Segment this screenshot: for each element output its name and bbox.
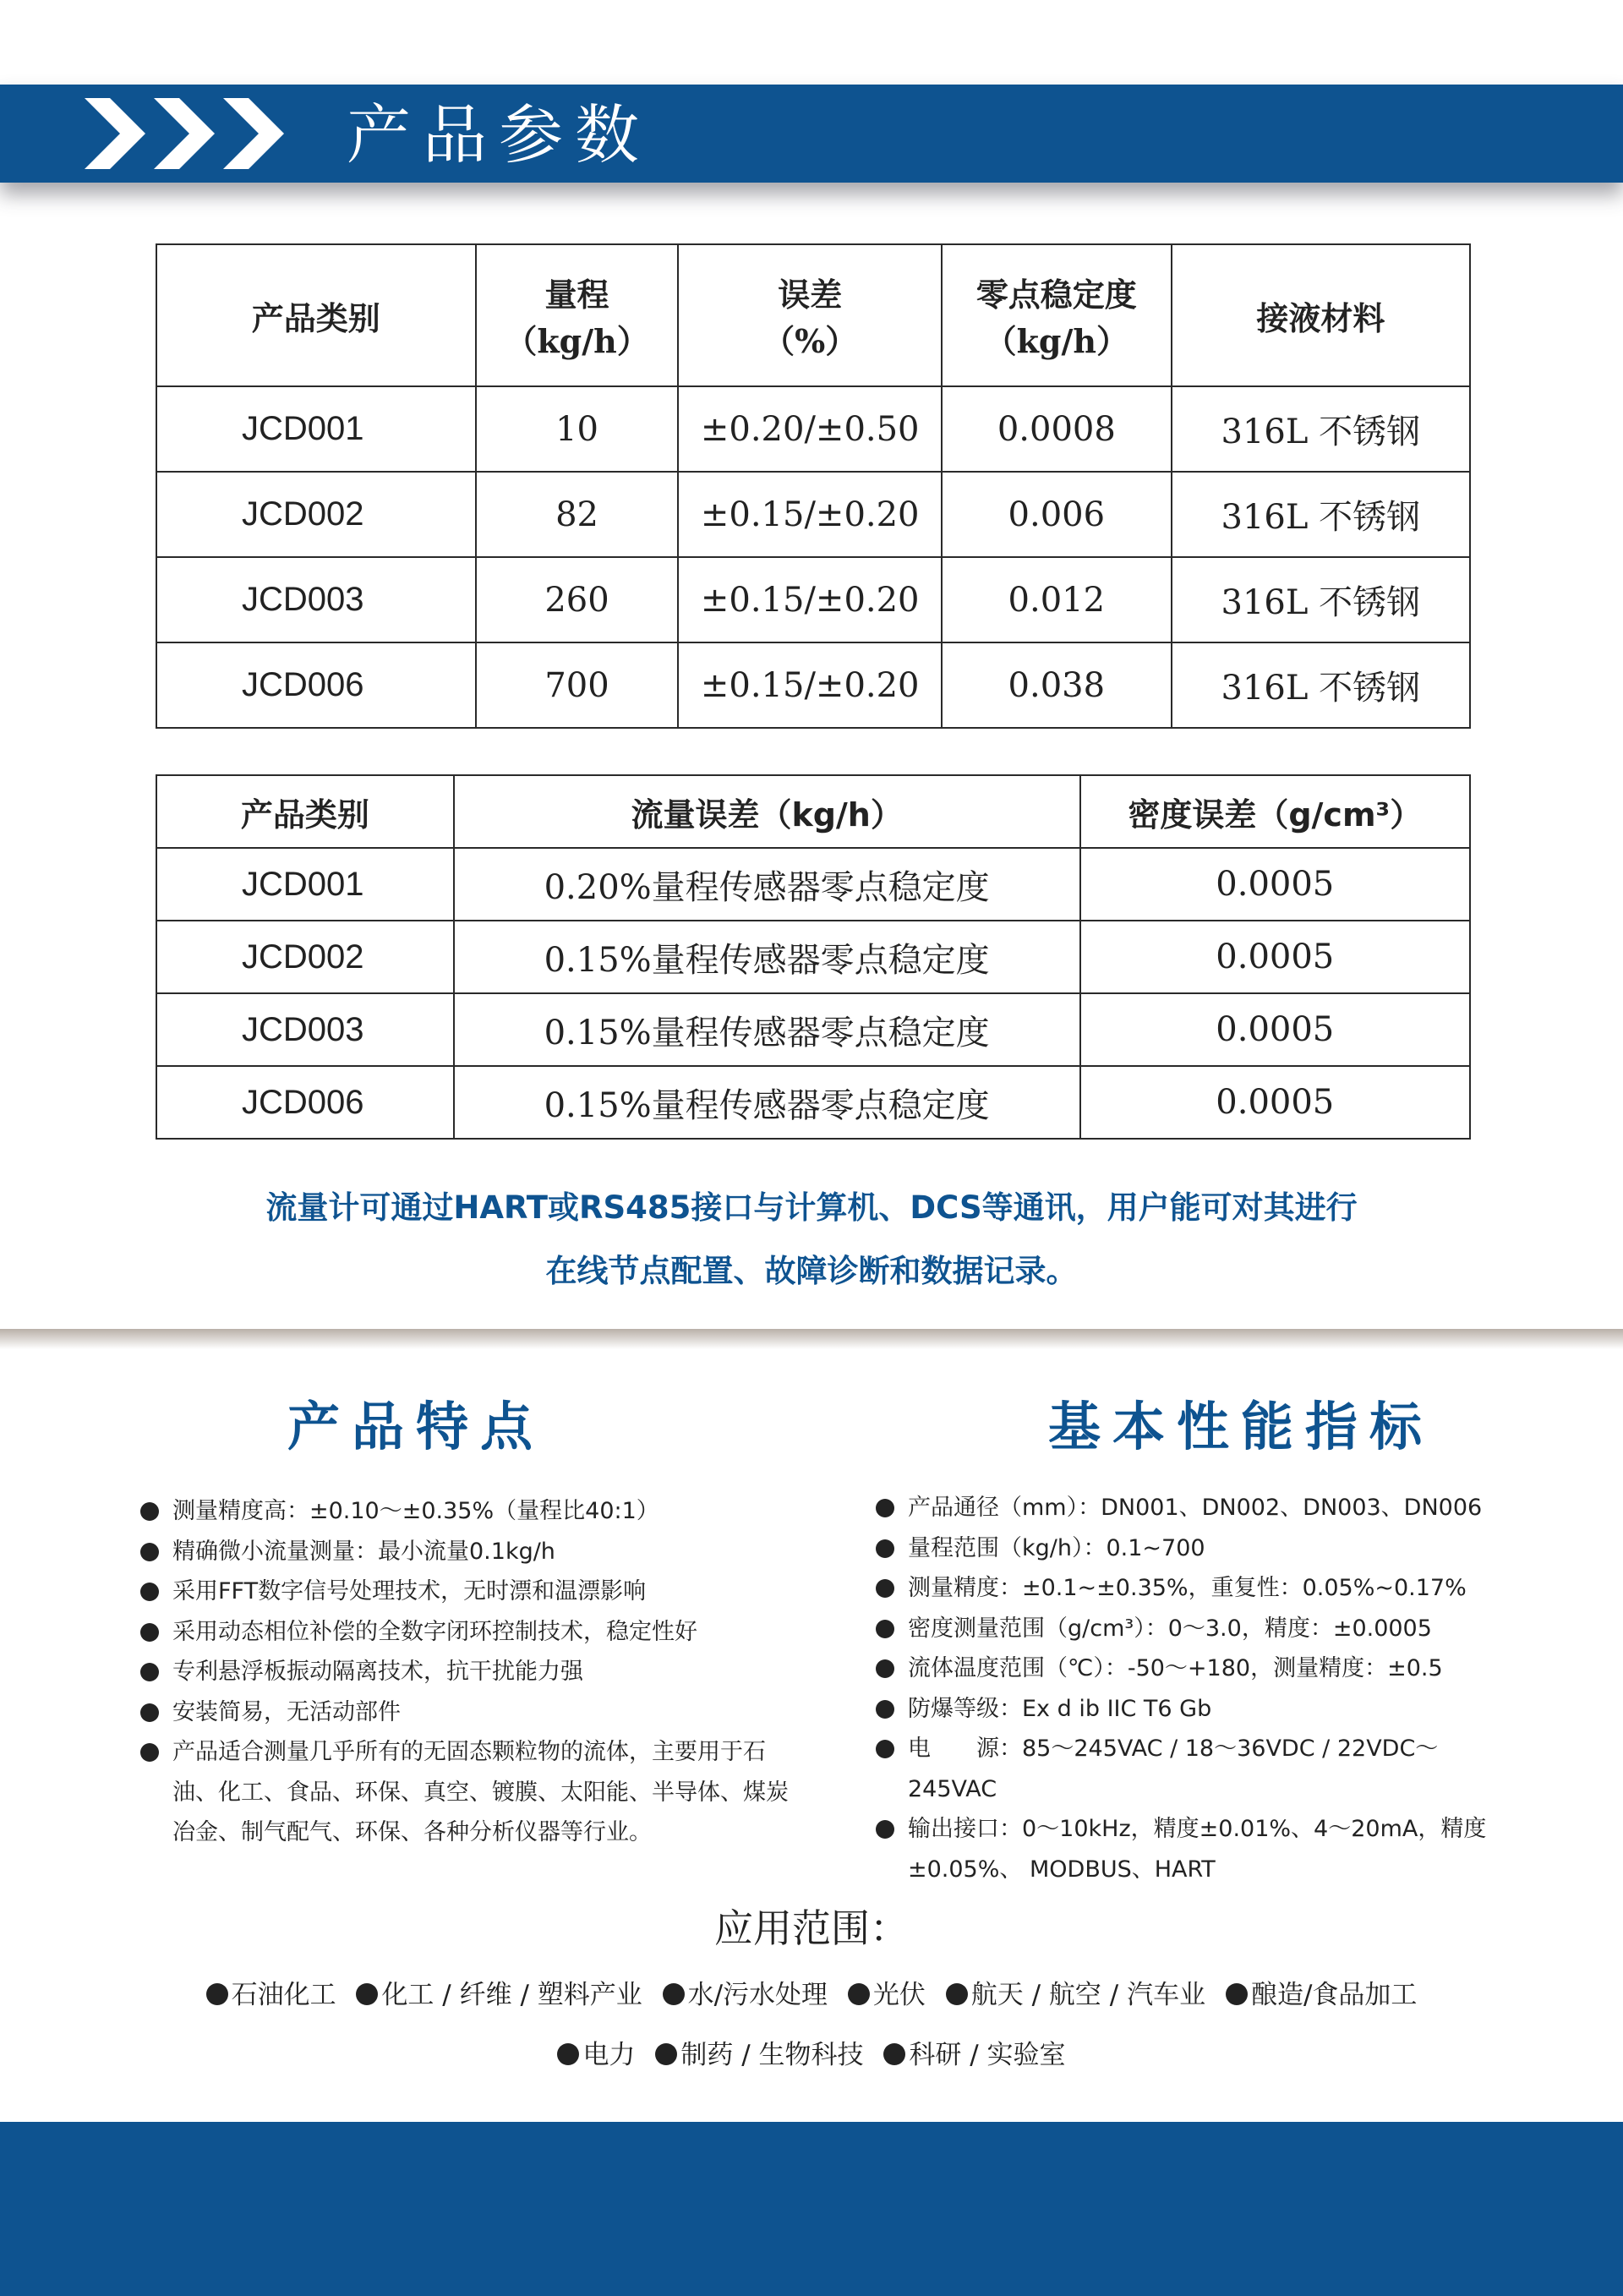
bullet-icon <box>140 1583 159 1601</box>
list-item: 产品适合测量几乎所有的无固态颗粒物的流体，主要用于石油、化工、食品、环保、真空、镀膜、太阳能、半导体、煤炭冶金、制气配气、环保、各种分析仪器等行业。 <box>140 1732 791 1853</box>
applications-line1 <box>0 1973 1623 2011</box>
list-item: 量程范围（kg/h）：0.1~700 <box>876 1528 1518 1569</box>
table-header-row <box>156 244 1470 386</box>
features-list <box>140 1491 791 1853</box>
cell-density-error: 0.0005 <box>1080 848 1470 921</box>
list-item: 产品通径（mm）：DN001、DN002、DN003、DN006 <box>876 1488 1518 1528</box>
table-row <box>156 642 1470 728</box>
bullet-icon <box>876 1740 894 1758</box>
application-item: 制药 / 生物科技 <box>655 2033 863 2071</box>
cell-model: JCD003 <box>156 993 454 1066</box>
header-banner <box>0 85 1623 183</box>
features-title: 产品特点 <box>287 1396 545 1457</box>
application-item: 电力 <box>557 2033 635 2071</box>
cell-material: 316L 不锈钢 <box>1172 557 1470 642</box>
header-cell: 量程 （kg/h） <box>476 244 679 386</box>
cell-range: 10 <box>476 386 679 472</box>
bullet-icon <box>876 1700 894 1719</box>
table-row <box>156 921 1470 993</box>
bullet-icon <box>876 1620 894 1638</box>
page-title: 产品参数 <box>347 97 651 172</box>
section-divider <box>0 1329 1623 1349</box>
bullet-icon <box>876 1499 894 1517</box>
application-item: 水/污水处理 <box>663 1973 828 2011</box>
list-item: 流体温度范围（℃）：-50～+180，测量精度：±0.5 <box>876 1648 1518 1689</box>
cell-model: JCD006 <box>156 642 476 728</box>
bullet-icon <box>876 1820 894 1839</box>
cell-density-error: 0.0005 <box>1080 993 1470 1066</box>
table-row <box>156 472 1470 557</box>
table-header-row <box>156 775 1470 848</box>
cell-zero-stability: 0.012 <box>942 557 1172 642</box>
list-item: 输出接口：0～10kHz，精度±0.01%、4～20mA，精度±0.05%、 MODBUS、HART <box>876 1809 1518 1889</box>
cell-density-error: 0.0005 <box>1080 921 1470 993</box>
cell-model: JCD002 <box>156 472 476 557</box>
cell-model: JCD003 <box>156 557 476 642</box>
bullet-icon <box>883 2043 905 2065</box>
spec-table <box>156 243 1471 729</box>
header-cell: 接液材料 <box>1172 244 1470 386</box>
application-item: 科研 / 实验室 <box>883 2033 1065 2071</box>
bullet-icon <box>876 1579 894 1598</box>
table-row <box>156 557 1470 642</box>
list-item: 防爆等级：Ex d ib IIC T6 Gb <box>876 1689 1518 1730</box>
cell-error: ±0.15/±0.20 <box>678 472 942 557</box>
specs-title: 基本性能指标 <box>1048 1396 1434 1457</box>
application-item: 酿造/食品加工 <box>1226 1973 1417 2011</box>
chevrons-icon <box>85 98 304 169</box>
bullet-icon <box>848 1983 870 2005</box>
header-cell: 零点稳定度 （kg/h） <box>942 244 1172 386</box>
table-row <box>156 1066 1470 1139</box>
bullet-icon <box>663 1983 685 2005</box>
bullet-icon <box>140 1703 159 1722</box>
communication-note-line2: 在线节点配置、故障诊断和数据记录。 <box>545 1253 1078 1289</box>
table-row <box>156 386 1470 472</box>
accuracy-table <box>156 774 1471 1140</box>
cell-range: 700 <box>476 642 679 728</box>
cell-flow-error: 0.20%量程传感器零点稳定度 <box>454 848 1080 921</box>
header-cell: 产品类别 <box>156 775 454 848</box>
bullet-icon <box>557 2043 579 2065</box>
communication-note-line1: 流量计可通过HART或RS485接口与计算机、DCS等通讯，用户能可对其进行 <box>265 1189 1358 1226</box>
list-item: 专利悬浮板振动隔离技术，抗干扰能力强 <box>140 1652 791 1692</box>
bullet-icon <box>206 1983 228 2005</box>
cell-density-error: 0.0005 <box>1080 1066 1470 1139</box>
applications-line2 <box>0 2033 1623 2071</box>
bullet-icon <box>1226 1983 1248 2005</box>
bullet-icon <box>655 2043 677 2065</box>
list-item: 密度测量范围（g/cm³）：0～3.0，精度：±0.0005 <box>876 1609 1518 1649</box>
cell-model: JCD001 <box>156 386 476 472</box>
bullet-icon <box>140 1543 159 1561</box>
cell-material: 316L 不锈钢 <box>1172 386 1470 472</box>
bullet-icon <box>140 1743 159 1762</box>
footer-band <box>0 2122 1623 2296</box>
cell-flow-error: 0.15%量程传感器零点稳定度 <box>454 921 1080 993</box>
bullet-icon <box>140 1502 159 1521</box>
bullet-icon <box>946 1983 968 2005</box>
applications-title: 应用范围： <box>714 1905 909 1951</box>
application-item: 航天 / 航空 / 汽车业 <box>946 1973 1205 2011</box>
cell-error: ±0.20/±0.50 <box>678 386 942 472</box>
list-item: 电 源：85～245VAC / 18～36VDC / 22VDC～245VAC <box>876 1729 1518 1809</box>
bullet-icon <box>356 1983 378 2005</box>
cell-material: 316L 不锈钢 <box>1172 642 1470 728</box>
cell-zero-stability: 0.006 <box>942 472 1172 557</box>
cell-model: JCD006 <box>156 1066 454 1139</box>
application-item: 光伏 <box>848 1973 926 2011</box>
cell-model: JCD002 <box>156 921 454 993</box>
cell-model: JCD001 <box>156 848 454 921</box>
list-item: 采用动态相位补偿的全数字闭环控制技术，稳定性好 <box>140 1612 791 1653</box>
list-item: 精确微小流量测量：最小流量0.1kg/h <box>140 1532 791 1572</box>
cell-error: ±0.15/±0.20 <box>678 557 942 642</box>
table-row <box>156 993 1470 1066</box>
cell-range: 82 <box>476 472 679 557</box>
application-item: 石油化工 <box>206 1973 336 2011</box>
list-item: 测量精度高：±0.10～±0.35%（量程比40:1） <box>140 1491 791 1532</box>
application-item: 化工 / 纤维 / 塑料产业 <box>356 1973 642 2011</box>
specs-list <box>876 1488 1518 1889</box>
bullet-icon <box>140 1663 159 1681</box>
cell-zero-stability: 0.038 <box>942 642 1172 728</box>
list-item: 测量精度：±0.1~±0.35%，重复性：0.05%~0.17% <box>876 1568 1518 1609</box>
bullet-icon <box>140 1623 159 1642</box>
table-row <box>156 848 1470 921</box>
header-cell: 产品类别 <box>156 244 476 386</box>
cell-error: ±0.15/±0.20 <box>678 642 942 728</box>
header-cell: 流量误差（kg/h） <box>454 775 1080 848</box>
list-item: 安装简易，无活动部件 <box>140 1692 791 1733</box>
list-item: 采用FFT数字信号处理技术，无时漂和温漂影响 <box>140 1572 791 1612</box>
cell-flow-error: 0.15%量程传感器零点稳定度 <box>454 993 1080 1066</box>
header-cell: 误差 （%） <box>678 244 942 386</box>
cell-zero-stability: 0.0008 <box>942 386 1172 472</box>
bullet-icon <box>876 1539 894 1558</box>
cell-range: 260 <box>476 557 679 642</box>
cell-flow-error: 0.15%量程传感器零点稳定度 <box>454 1066 1080 1139</box>
cell-material: 316L 不锈钢 <box>1172 472 1470 557</box>
bullet-icon <box>876 1659 894 1678</box>
header-cell: 密度误差（g/cm³） <box>1080 775 1470 848</box>
